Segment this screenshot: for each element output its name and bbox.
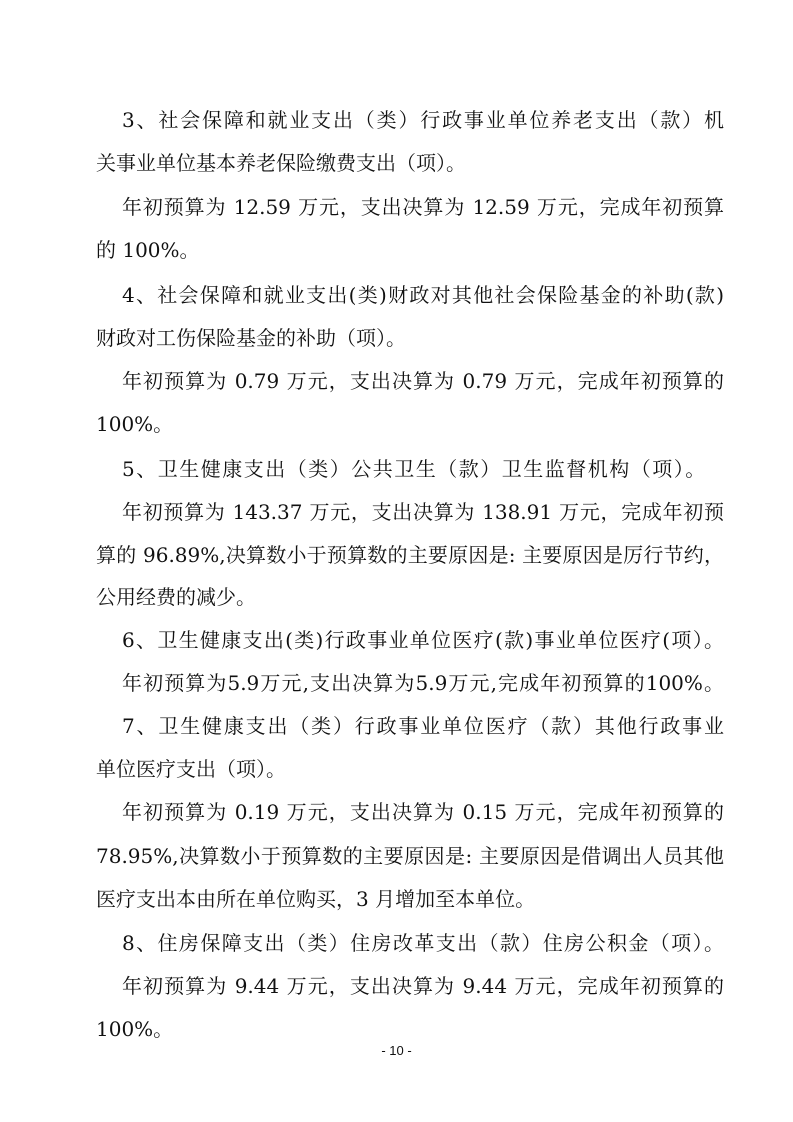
paragraph-line: 年初预算为 9.44 万元，支出决算为 9.44 万元，完成年初预算的 [122, 974, 724, 998]
paragraph-line: 关事业单位基本养老保险缴费支出（项）。 [96, 151, 466, 175]
paragraph-line: 年初预算为 12.59 万元，支出决算为 12.59 万元，完成年初预算 [122, 195, 724, 219]
paragraph-line: 5、卫生健康支出（类）公共卫生（款）卫生监督机构（项）。 [122, 457, 707, 481]
paragraph-line: 3、社会保障和就业支出（类）行政事业单位养老支出（款）机 [122, 108, 724, 132]
paragraph-line: 78.95%,决算数小于预算数的主要原因是: 主要原因是借调出人员其他 [96, 844, 724, 868]
paragraph-line: 年初预算为 0.19 万元，支出决算为 0.15 万元，完成年初预算的 [122, 800, 724, 824]
paragraph-line: 年初预算为 143.37 万元，支出决算为 138.91 万元，完成年初预 [122, 500, 724, 524]
paragraph-line: 的 100%。 [96, 238, 200, 262]
paragraph-line: 财政对工伤保险基金的补助（项）。 [96, 326, 406, 350]
paragraph-line: 6、卫生健康支出(类)行政事业单位医疗(款)事业单位医疗(项）。 [122, 628, 724, 652]
paragraph-line: 8、住房保障支出（类）住房改革支出（款）住房公积金（项）。 [122, 931, 724, 955]
paragraph-line: 算的 96.89%,决算数小于预算数的主要原因是: 主要原因是厉行节约， [96, 543, 724, 567]
paragraph-line: 7、卫生健康支出（类）行政事业单位医疗（款）其他行政事业 [122, 714, 724, 738]
paragraph-line: 100%。 [96, 412, 174, 436]
paragraph-line: 4、社会保障和就业支出(类)财政对其他社会保险基金的补助(款) [122, 283, 724, 307]
paragraph-line: 公用经费的减少。 [96, 585, 256, 609]
paragraph-line: 年初预算为 0.79 万元，支出决算为 0.79 万元，完成年初预算的 [122, 369, 724, 393]
paragraph-line: 100%。 [96, 1017, 174, 1041]
paragraph-line: 医疗支出本由所在单位购买，3 月增加至本单位。 [96, 887, 536, 911]
paragraph-line: 年初预算为5.9万元,支出决算为5.9万元,完成年初预算的100%。 [122, 671, 724, 695]
page-number: - 10 - [381, 1043, 412, 1058]
paragraph-line: 单位医疗支出（项）。 [96, 757, 286, 781]
